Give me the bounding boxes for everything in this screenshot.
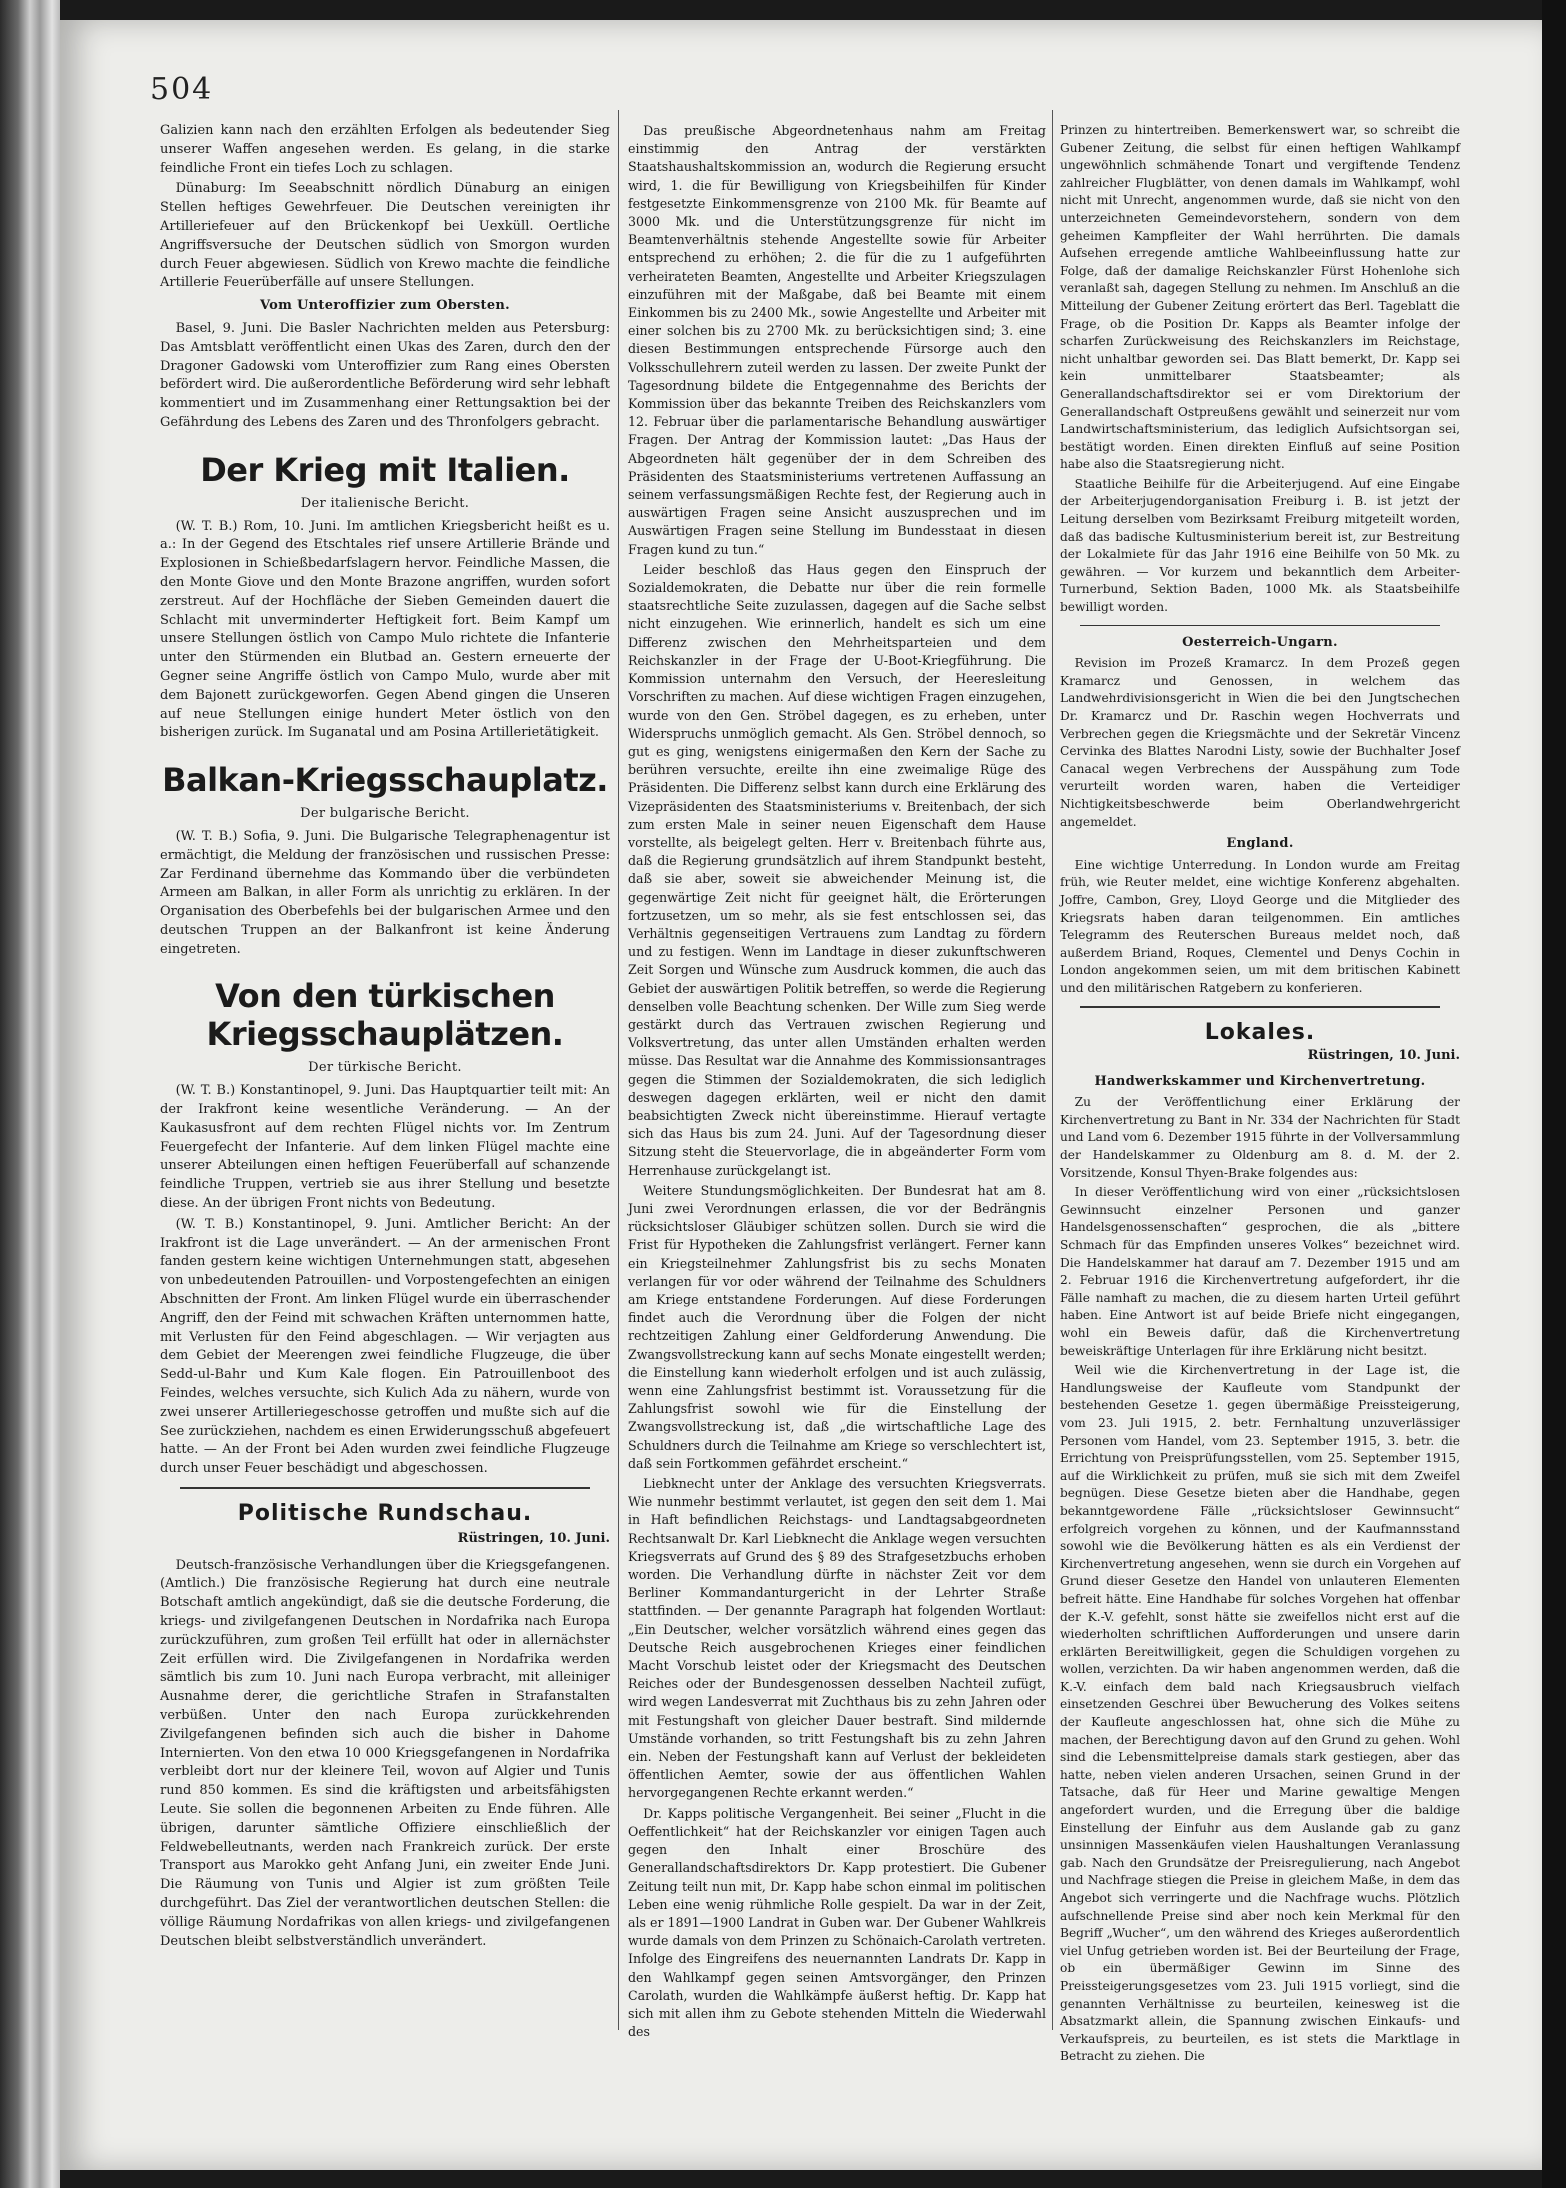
dateline: Rüstringen, 10. Juni. [457, 1530, 610, 1546]
section-heading: Der Krieg mit Italien. [200, 450, 570, 489]
paragraph: Leider beschloß das Haus gegen den Einspruch der Sozialdemokraten, die Debatte nur über die rein formelle staatsrechtliche Seite zuzulassen, dagegen auf die Sache selbst nicht einzugehen. Wie erinnerlich, handelt es sich um eine Differenz zwischen den Mehrheitsparteien und dem Reichskanzler in der Frage der U-Boot-Kriegführung. Die Kommission unternahm den Versuch, der Heeresleitung Vorschriften zu machen. Auf diese wichtigen Fragen einzugehen, wurde von den Gen. Ströbel dagegen, es zu erheben, unter Widerspruchs unmöglich gemacht. Als Gen. Ströbel dennoch, so gut es ging, wenigstens einigermaßen den Kern der Sache zu berühren versuchte, ereilte ihn eine zweimalige Rüge des Präsidenten. Die Differenz selbst kann durch eine Erklärung des Vizepräsidenten des Staatsministeriums v. Breitenbach, der sich zum ersten Male in seiner neuen Eigenschaft dem Hause vorstellte, als beigelegt gelten. Herr v. Breitenbach führte aus, daß die Regierung grundsätzlich auf ihrem Standpunkt besteht, daß sie aber, soweit sie abweichender Meinung ist, die gegenwärtige Zeit nicht für geeignet hält, die Erörterungen fortzusetzen, um so mehr, als sie fest entschlossen sei, das Verhältnis gegenseitigen Vertrauens zum Landtag zu fördern und zu festigen. Wenn im Landtage in dieser zukunftschweren Zeit Sorgen und Wünsche zum Ausdruck kommen, die auch das Gebiet der auswärtigen Politik betreffen, so werde die Regierung denselben volle Beachtung schenken. Der Wille zum Sieg werde gestärkt durch das Vertrauen zwischen Regierung und Volksvertretung, das unter allen Umständen erhalten werden müsse. Das Resultat war die Annahme des Kommissionsantrages gegen die Stimmen der Sozialdemokraten, die sich lediglich deswegen dagegen erklärten, weil er nicht den damit beabsichtigten Zweck nicht übereinstimme. Hierauf vertagte sich das Haus bis zum 24. Juni. Auf der Tagesordnung dieser Sitzung steht die Steuervorlage, die in abgeänderter Form vom Herrenhause zurückgelangt ist. [628, 561, 1046, 1178]
section-heading: Balkan-Kriegsschauplatz. [162, 761, 608, 800]
column-2 [628, 122, 1046, 2082]
paragraph: (W. T. B.) Konstantinopel, 9. Juni. Das Hauptquartier teilt mit: An der Irakfront keine wesentliche Veränderung. — An der Kaukasusfront auf dem rechten Flügel nichts vor. Im Zentrum Feuergefecht der Infanterie. Auf dem linken Flügel machte eine unserer Abteilungen einen heftigen Feuerüberfall auf schanzende feindliche Truppen, vertrieb sie aus ihrer Stellung und besetzte diese. An der übrigen Front nichts von Bedeutung. [160, 1083, 610, 1212]
paragraph: Liebknecht unter der Anklage des versuchten Kriegsverrats. Wie nunmehr bestimmt verlautet, ist gegen den seit dem 1. Mai in Haft befindlichen Reichstags- und Landtagsabgeordneten Rechtsanwalt Dr. Karl Liebknecht die Anklage wegen versuchten Kriegsverrats auf Grund des § 89 des Strafgesetzbuchs erhoben worden. Die Verhandlung dürfte in nächster Zeit vor dem Berliner Kommandanturgericht in der Lehrter Straße stattfinden. — Der genannte Paragraph hat folgenden Wortlaut: „Ein Deutscher, welcher vorsätzlich während eines gegen das Deutsche Reich ausgebrochenen Krieges einer feindlichen Macht Vorschub leistet oder der Kriegsmacht des Deutschen Reiches oder der Bundesgenossen desselben Nachteil zufügt, wird wegen Landesverrat mit Zuchthaus bis zu zehn Jahren oder mit Festungshaft von gleicher Dauer bestraft. Sind mildernde Umstände vorhanden, so tritt Festungshaft bis zu zehn Jahren ein. Neben der Festungshaft kann auf Verlust der bekleideten öffentlichen Aemter, sowie der aus öffentlichen Wahlen hervorgegangenen Rechte erkannt werden.“ [628, 1476, 1046, 1801]
dateline: Rüstringen, 10. Juni. [1307, 1048, 1460, 1064]
divider [180, 1487, 590, 1489]
column-divider [1052, 110, 1053, 2030]
column-3 [1060, 122, 1460, 2082]
paragraph: (W. T. B.) Sofia, 9. Juni. Die Bulgarische Telegraphenagentur ist ermächtigt, die Meldung der französischen und russischen Presse: Zar Ferdinand übernehme das Kommando über die verbündeten Armeen am Balkan, in aller Form als unrichtig zu erklären. In der Organisation des Oberbefehls bei der bulgarischen Armee und den deutschen Truppen an der Balkanfront ist keine Änderung eingetreten. [160, 828, 610, 957]
paragraph: Basel, 9. Juni. Die Basler Nachrichten melden aus Petersburg: Das Amtsblatt veröffentlicht einen Ukas des Zaren, durch den der Dragoner Gadowski vom Unteroffizier zum Rang eines Obersten befördert wird. Die außerordentliche Beförderung wird sehr lebhaft kommentiert und im Zusammenhang einer Rettungsaktion bei der Gefährdung des Lebens des Zaren und des Thronfolgers gebracht. [160, 320, 611, 430]
section-heading: Oesterreich-Ungarn. [1182, 634, 1338, 650]
section-heading: Von den türkischen Kriegsschauplätzen. [206, 977, 564, 1054]
column-1 [160, 122, 610, 2002]
background-right [1542, 0, 1566, 2188]
paragraph: Dünaburg: Im Seeabschnitt nördlich Dünaburg an einigen Stellen heftiges Gewehrfeuer. Die Deutschen vereinigten ihr Artilleriefeuer auf den Brückenkopf bei Uexküll. Oertliche Angriffsversuche der Deutschen südlich von Smorgon wurden durch Feuer abgewiesen. Südlich von Krewo machte die feindliche Artillerie Feuerüberfälle auf unsere Stellungen. [160, 181, 610, 291]
paragraph: Zu der Veröffentlichung einer Erklärung der Kirchenvertretung zu Bant in Nr. 334 der Nachrichten für Stadt und Land vom 6. Dezember 1915 führte in der Vollversammlung der Handelskammer zu Oldenburg am 8. d. M. der 2. Vorsitzende, Konsul Thyen-Brake folgendes aus: [1060, 1095, 1460, 1180]
divider [1080, 625, 1440, 626]
section-heading: Lokales. [1204, 1019, 1316, 1045]
section-heading: Politische Rundschau. [237, 1501, 533, 1527]
subheading: Vom Unteroffizier zum Obersten. [259, 298, 511, 314]
paragraph: Revision im Prozeß Kramarcz. In dem Prozeß gegen Kramarcz und Genossen, in welchem das Landwehrdivisionsgericht in Wien die bei den Jungtschechen Dr. Kramarcz und Dr. Raschin wegen Hochverrats und Verbrechen gegen die Kriegsmächte und der Sekretär Vincenz Cervinka des Blattes Narodni Listy, sowie der Buchhalter Josef Canacal wegen Verbrechens der Ausspähung zum Tode verurteilt worden waren, haben die Verteidiger Nichtigkeitsbeschwerde beim Oberlandwehrgericht angemeldet. [1060, 656, 1460, 829]
paragraph: (W. T. B.) Rom, 10. Juni. Im amtlichen Kriegsbericht heißt es u. a.: In der Gegend des Etschtales rief unsere Artillerie Brände und Explosionen in Schießbedarfslagern hervor. Feindliche Massen, die den Monte Giove und den Monte Brazone angriffen, wurden sofort zerstreut. Auf der Hochfläche der Sieben Gemeinden dauert die Schlacht mit unverminderter Heftigkeit fort. Beim Kampf um unsere Stellungen östlich von Campo Mulo richtete die Infanterie unter den Stürmenden ein Blutbad an. Gestern erneuerte der Gegner seine Angriffe östlich von Campo Mulo, wurde aber mit dem Bajonett zurückgeworfen. Gegen Abend gingen die Unseren auf neue Stellungen einige hundert Meter östlich von den bisherigen zurück. Im Suganatal und am Posina Artillerietätigkeit. [160, 518, 610, 741]
paragraph: Prinzen zu hintertreiben. Bemerkenswert war, so schreibt die Gubener Zeitung, die selbst für einen heftigen Wahlkampf ungewöhnlich schmähende Tonart und vergiftende Tendenz zahlreicher Flugblätter, von denen damals im Wahlkampf, wohl nicht mit Unrecht, angenommen wurde, daß sie nicht von den unterzeichneten Gemeindevorstehern, sondern von dem geheimen Kampfleiter der Wahl herrührten. Die damals Aufsehen erregende amtliche Wahlbeeinflussung hatte zur Folge, daß der damalige Reichskanzler Fürst Hohenlohe sich veranlaßt sah, dagegen Stellung zu nehmen. Im Anschluß an die Mitteilung der Gubener Zeitung erörtert das Berl. Tageblatt die Frage, ob die Position Dr. Kapps als Beamter infolge der scharfen Zurückweisung des Reichskanzlers im Reichstage, nicht unhaltbar geworden sei. Das Blatt bemerkt, Dr. Kapp sei kein unmittelbarer Staatsbeamter; als Generallandschaftsdirektor sei er vom Direktorium der Generallandschaft Ostpreußens gewählt und seinerzeit nur vom Landwirtschaftsministerium, das lediglich Aufsichtsorgan sei, bestätigt worden. Einen direkten Einfluß auf seine Position habe also die Staatsregierung nicht. [1060, 123, 1460, 472]
paragraph: In dieser Veröffentlichung wird von einer „rücksichtslosen Gewinnsucht einzelner Personen und ganzer Handelsgenossenschaften“ gesprochen, die als „bittere Schmach für das Empfinden unseres Volkes“ bezeichnet wird. Die Handelskammer hat darauf am 7. Dezember 1915 und am 2. Februar 1916 die Kirchenvertretung aufgefordert, ihr die Fälle namhaft zu machen, die zu diesem harten Urteil geführt haben. Eine Antwort ist auf beide Briefe nicht eingegangen, wohl ein Beweis dafür, daß die Kirchenvertretung beweiskräftige Unterlagen für ihre Erklärung nicht besitzt. [1060, 1185, 1460, 1358]
paragraph: Deutsch-französische Verhandlungen über die Kriegsgefangenen. (Amtlich.) Die französische Regierung hat durch eine neutrale Botschaft amtlich angekündigt, daß sie die deutsche Forderung, die kriegs- und zivilgefangenen Deutschen in Nordafrika nach Europa zurückzuführen, zum großen Teil erfüllt hat oder in allernächster Zeit erfüllen wird. Die Zivilgefangenen in Nordafrika werden sämtlich bis zum 10. Juni nach Europa verbracht, mit alleiniger Ausnahme derer, die gerichtliche Strafen in Strafanstalten verbüßen. Unter den nach Europa zurückkehrenden Zivilgefangenen befinden sich auch die bisher in Dahome Internierten. Von den etwa 10 000 Kriegsgefangenen in Nordafrika verbleibt dort nur der kleinere Teil, wovon auf Algier und Tunis rund 850 kommen. Es sind die kräftigsten und arbeitsfähigsten Leute. Sie sollen die begonnenen Arbeiten zu Ende führen. Alle übrigen, darunter sämtliche Offiziere einschließlich der Feldwebelleutnants, werden nach Frankreich zurück. Der erste Transport aus Marokko geht Anfang Juni, ein zweiter Ende Juni. Die Räumung von Tunis und Algier ist zum größten Teile durchgeführt. Das Ziel der verantwortlichen deutschen Stellen: die völlige Räumung Nordafrikas von allen kriegs- und zivilgefangenen Deutschen bleibt selbstverständlich unverändert. [160, 1557, 610, 1949]
subheading: Der bulgarische Bericht. [300, 806, 470, 822]
divider [1080, 1006, 1440, 1008]
paragraph: (W. T. B.) Konstantinopel, 9. Juni. Amtlicher Bericht: An der Irakfront ist die Lage unverändert. — An der armenischen Front fanden gestern keine wichtigen Unternehmungen statt, abgesehen von unbedeutenden Patrouillen- und Vorpostengefechten an einigen Abschnitten der Front. Am linken Flügel wurde ein überraschender Angriff, den der Feind mit schwachen Kräften unternommen hatte, mit Verlusten für den Feind abgeschlagen. — Wir verjagten aus dem Gebiet der Meerengen zwei feindliche Flugzeuge, die über Sedd-ul-Bahr und Kum Kale flogen. Ein Patrouillenboot des Feindes, welches versuchte, sich Kulich Ada zu nähern, wurde von zwei unserer Artilleriegeschosse getroffen und mußte sich auf die See zurückziehen, nachdem es einen Erwiderungsschuß abgefeuert hatte. — An der Front bei Aden wurden zwei feindliche Flugzeuge durch unser Feuer beschädigt und abgeschossen. [160, 1216, 610, 1477]
section-heading: England. [1226, 836, 1294, 852]
paragraph: Weitere Stundungsmöglichkeiten. Der Bundesrat hat am 8. Juni zwei Verordnungen erlassen, die vor der Bedrängnis rücksichtsloser Gläubiger schützen sollen. Durch sie wird die Frist für Hypotheken die Zahlungsfrist verlängert. Ferner kann ein Kriegsteilnehmer Zahlungsfrist bis zu sechs Monaten verlangen für vor oder während der Teilnahme des Schuldners am Kriege entstandene Forderungen. Auf diese Forderungen findet auch die Verordnung über die Folgen der nicht rechtzeitigen Zahlung einer Geldforderung Anwendung. Die Zwangsvollstreckung kann auf sechs Monate eingestellt werden; die Einstellung kann wiederholt erfolgen und ist auch zulässig, wenn eine Zahlungsfrist bestimmt ist. Voraussetzung für die Zahlungsfrist sowohl wie für die Einstellung der Zwangsvollstreckung ist, daß „die wirtschaftliche Lage des Schuldners durch die Teilnahme am Kriege so verschlechtert ist, daß sein Fortkommen gefährdet erscheint.“ [628, 1182, 1046, 1471]
paragraph: Das preußische Abgeordnetenhaus nahm am Freitag einstimmig den Antrag der verstärkten Staatshaushaltskommission an, wodurch die Regierung ersucht wird, 1. die für Bewilligung von Kriegsbeihilfen für Kinder festgesetzte Einkommensgrenze von 2100 Mk. für Beamte auf 3000 Mk. und die Unterstützungsgrenze für nicht im Beamtenverhältnis stehende Angestellte sowie für Arbeiter entsprechend zu erhöhen; 2. die für die zu 1 aufgeführten verheirateten Beamten, Angestellte und Arbeiter Kriegszulagen einzuführen mit der Maßgabe, daß bei Beamte mit einem Einkommen bis zu 2400 Mk., sowie Angestellte und Arbeiter mit einer solchen bis zu 2700 Mk. zu berücksichtigen sind; 3. eine diesen Bestimmungen entsprechende Fürsorge auch den Volksschullehrern zuteil werden zu lassen. Der zweite Punkt der Tagesordnung bildete die Entgegennahme des Berichts der Kommission über das bekannte Treiben des Reichskanzlers vom 12. Februar über die parlamentarische Behandlung auswärtiger Fragen. Der Antrag der Kommission lautet: „Das Haus der Abgeordneten hält gegenüber der in dem Schreiben des Präsidenten des Staatsministeriums vertretenen Auffassung an seinem verfassungsmäßigen Rechte fest, der Regierung auch in auswärtigen Fragen seine Ansicht auszusprechen und im Auswärtigen Fragen seine Stellung im Bundesstaat in diesen Fragen kund zu tun.“ [628, 123, 1046, 557]
paragraph: Galizien kann nach den erzählten Erfolgen als bedeutender Sieg unserer Waffen angesehen werden. Es gelang, in die starke feindliche Front ein tiefes Loch zu schlagen. [160, 123, 610, 176]
paragraph: Weil wie die Kirchenvertretung in der Lage ist, die Handlungsweise der Kaufleute vom Standpunkt der bestehenden Gesetze 1. gegen übermäßige Preissteigerung, vom 23. Juli 1915, 2. betr. Fernhaltung unzuverlässiger Personen vom Handel, vom 23. September 1915, 3. betr. die Errichtung von Preisprüfungsstellen, vom 25. September 1915, auf die Wirklichkeit zu prüfen, muß sie sich mit dem Zweifel begnügen. Diese Gesetze bieten aber die Handhabe, gegen bekanntgewordene Fälle „rücksichtsloser Gewinnsucht“ erfolgreich vorgehen zu können, und der Kaufmannsstand sowohl wie die Bevölkerung hätten es als ein Verdienst der Kirchenvertretung angesehen, wenn sie durch ein Vorgehen auf Grund dieser Gesetze den Handel von unlauteren Elementen befreit hätte. Eine Handhabe für solches Vorgehen hat offenbar der K.-V. gefehlt, sonst hätte sie zweifellos nicht erst auf die wiederholten schriftlichen Aufforderungen und unsere darin erklärten Bereitwilligkeit, gegen die Schuldigen vorgehen zu wollen, verzichten. Da wir haben angenommen werden, daß die K.-V. einfach dem bald nach Kriegsausbruch vielfach einsetzenden Geschrei über Bewucherung des Volkes seitens der Kaufleute angeschlossen hat, ohne sich die Mühe zu machen, der Berechtigung davon auf den Grund zu gehen. Wohl sind die Lebensmittelpreise damals stark gestiegen, aber das hatte, neben vielen anderen Ursachen, seinen Grund in der Tatsache, daß für Heer und Marine gewaltige Mengen angefordert wurden, und die Erregung über die baldige Einstellung der Einfuhr aus dem Auslande gab zu ganz unsinnigen Massenkäufen vielen Haushaltungen Veranlassung gab. Nach den Grundsätze der Preisregulierung, nach Angebot und Nachfrage stiegen die Preise in gleichem Maße, in dem das Angebot sich verringerte und die Nachfrage wuchs. Plötzlich aufschnellende Preise sind aber noch kein Merkmal für den Begriff „Wucher“, um den während des Krieges außerordentlich viel Unfug getrieben worden ist. Bei der Beurteilung der Frage, ob ein übermäßiger Gewinn im Sinne des Preissteigerungsgesetzes vom 23. Juli 1915 vorliegt, sind die genannten Verhältnisse zu beurteilen, keinesweg ist die Absatzmarkt allein, die Spannung zwischen Einkaufs- und Verkaufspreis, zu beurteilen, es ist stets die Marktlage in Betracht zu ziehen. Die [1060, 1363, 1460, 2064]
paragraph: Eine wichtige Unterredung. In London wurde am Freitag früh, wie Reuter meldet, eine wichtige Konferenz abgehalten. Joffre, Cambon, Grey, Lloyd George und die Mitglieder des Kriegsrats haben daran teilgenommen. Ein amtliches Telegramm des Reuterschen Bureaus meldet noch, daß außerdem Briand, Roques, Clementel und Denys Cochin in London angekommen seien, um mit dem britischen Kabinett und den militärischen Ratgebern zu konferieren. [1060, 857, 1460, 995]
book-edge-left [0, 0, 60, 2188]
paragraph: Staatliche Beihilfe für die Arbeiterjugend. Auf eine Eingabe der Arbeiterjugendorganisation Freiburg i. B. ist jetzt der Leitung derselben vom Bezirksamt Freiburg mitgeteilt worden, daß das badische Kultusministerium bereit ist, zur Bestreitung der Lokalmiete für das Jahr 1916 eine Beihilfe von 50 Mk. zu gewähren. — Vor kurzem und bekanntlich dem Arbeiter-Turnerbund, Sektion Baden, 1000 Mk. als Staatsbeihilfe bewilligt worden. [1060, 476, 1460, 615]
subheading: Der türkische Bericht. [308, 1060, 462, 1076]
page-number: 504 [150, 72, 214, 107]
paragraph: Dr. Kapps politische Vergangenheit. Bei seiner „Flucht in die Oeffentlichkeit“ hat der Reichskanzler vor einigen Tagen auch gegen den Inhalt einer Broschüre des Generallandschaftsdirektors Dr. Kapp protestiert. Die Gubener Zeitung teilt nun mit, Dr. Kapp habe schon einmal im politischen Leben eine wenig rühmliche Rolle gespielt. Da war in der Zeit, als er 1891—1900 Landrat in Guben war. Der Gubener Wahlkreis wurde damals von dem Prinzen zu Schönaich-Carolath vertreten. Infolge des Eingreifens des neuernannten Landrats Dr. Kapp in den Wahlkampf gegen seinen Amtsvorgänger, den Prinzen Carolath, wurden die Wahlkämpfe äußerst heftig. Dr. Kapp hat sich mit allen ihm zu Gebote stehenden Mitteln die Wiederwahl des [628, 1805, 1046, 2040]
subheading: Handwerkskammer und Kirchenvertretung. [1094, 1073, 1426, 1089]
subheading: Der italienische Bericht. [300, 495, 470, 511]
column-divider [618, 110, 619, 2030]
